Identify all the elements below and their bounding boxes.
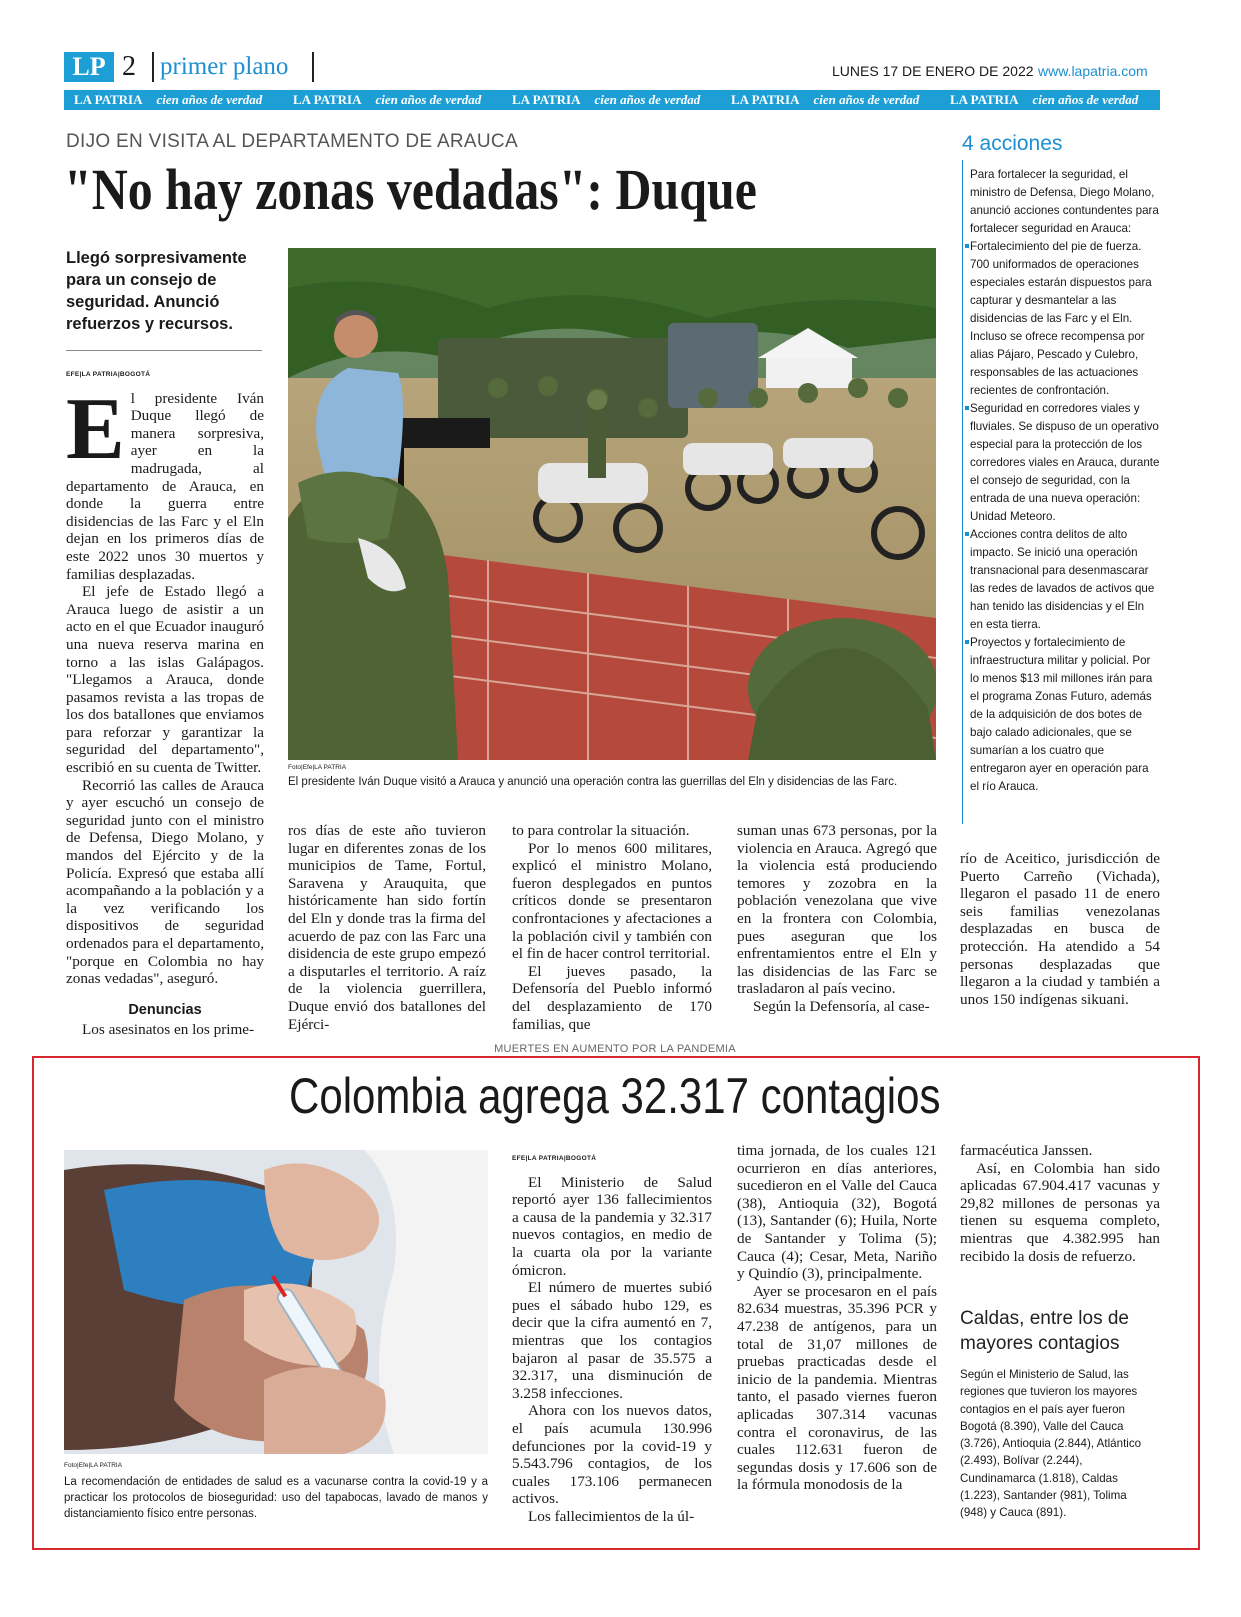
band-item xyxy=(64,92,283,108)
article2-kicker: MUERTES EN AUMENTO POR LA PANDEMIA xyxy=(494,1043,736,1055)
article2-photo-caption: La recomendación de entidades de salud es a vacunarse contra la covid-19 y a practicar los protocolos de bioseguridad: uso del tapabocas, lavado de manos y distanciamiento físico entre personas. xyxy=(64,1476,488,1520)
band-brand: LA PATRIA xyxy=(512,92,581,107)
sidebar-border xyxy=(962,160,963,824)
band-item xyxy=(502,92,721,108)
article2-paragraph: farmacéutica Janssen. xyxy=(960,1142,1093,1159)
article1-photo-credit: Foto|Efe|LA PATRIA xyxy=(288,764,347,771)
header-band xyxy=(64,90,1160,110)
article2-paragraph: Ahora con los nuevos datos, el país acumula 130.996 defunciones por la covid-19 y 5.543.796 contagios, de los cuales 173.106 permanecen activos. xyxy=(512,1402,712,1508)
article1-byline: EFE|LA PATRIA|BOGOTÁ xyxy=(66,371,151,378)
band-motto: cien años de verdad xyxy=(594,92,701,107)
lp-logo: LP xyxy=(64,52,114,82)
article1-paragraph: río de Aceitico, jurisdicción de Puerto Carreño (Vichada), llegaron el pasado 11 de enero seis familias venezolanas desplazadas en busca de protección. Ha atendido a 54 personas desplazadas que llegaron a la ciudad y también a unos 150 indígenas sikuani. xyxy=(960,850,1160,1008)
band-motto: cien años de verdad xyxy=(375,92,482,107)
band-brand: LA PATRIA xyxy=(74,92,143,107)
vaccination-photo xyxy=(64,1150,488,1454)
band-motto: cien años de verdad xyxy=(156,92,263,107)
sidebar-action-item: Acciones contra delitos de alto impacto. Se inició una operación transnacional para desenmascarar las redes de lavados de activos que han tenido las disidencias y el Eln en esta tierra. xyxy=(970,526,1160,634)
article1-paragraph: Los asesinatos en los prime- xyxy=(82,1021,255,1039)
issue-date: LUNES 17 DE ENERO DE 2022 xyxy=(832,63,1034,79)
sidebar-intro: Para fortalecer la seguridad, el ministro de Defensa, Diego Molano, anunció acciones contundentes para fortalecer seguridad en Arauca: xyxy=(970,168,1159,235)
article2-paragraph: Los fallecimientos de la úl- xyxy=(528,1507,695,1525)
section-name: primer plano xyxy=(160,53,289,80)
sidebar-body xyxy=(970,166,1160,796)
article1-paragraph: Según la Defensoría, al case- xyxy=(753,997,930,1015)
article2-column-3 xyxy=(960,1142,1160,1265)
band-brand: LA PATRIA xyxy=(731,92,800,107)
article1-column-5 xyxy=(960,850,1160,1008)
sidebar-action-item: Seguridad en corredores viales y fluviales. Se dispuso de un operativo especial para la protección de los corredores viales en Arauca, durante el consejo de seguridad, con la entrada de una nueva operación: Unidad Meteoro. xyxy=(970,400,1160,526)
article1-paragraph: El jefe de Estado llegó a Arauca luego de asistir a un acto en el que Ecuador inauguró una nueva reserva marina en torno a las islas Galápagos. "Llegamos a Arauca, donde pasamos revista a las tropas de los dos batallones que enviamos para reforzar y garantizar la seguridad del departamento", escribió en su cuenta de Twitter. xyxy=(66,583,264,777)
caldas-box-text: Según el Ministerio de Salud, las regiones que tuvieron los mayores contagios en el país ayer fueron Bogotá (8.390), Valle del Cauca (3.726), Antioquia (2.844), Atlántico (2.493), Bolívar (2.244), Cundinamarca (1.818), Caldas (1.223), Santander (981), Tolima (948) y Cauca (891). xyxy=(960,1368,1142,1520)
sidebar-action-item: Fortalecimiento del pie de fuerza. 700 uniformados de operaciones especiales estarán dispuestos para capturar y desmantelar a las disidencias de las Farc y el Eln. Incluso se ofrece recompensa por alias Pájaro, Pescado y Culebro, responsables de las actuaciones recientes de confrontación. xyxy=(970,238,1160,400)
band-item xyxy=(283,92,502,108)
duque-arauca-photo xyxy=(288,248,936,760)
article1-deck: Llegó sorpresivamente para un consejo de seguridad. Anunció refuerzos y recursos. xyxy=(66,249,247,333)
article1-paragraph: to para controlar la situación. xyxy=(512,822,690,839)
band-brand: LA PATRIA xyxy=(950,92,1019,107)
band-brand: LA PATRIA xyxy=(293,92,362,107)
band-item xyxy=(721,92,940,108)
section-divider-right xyxy=(312,52,314,82)
sidebar-action-item: Proyectos y fortalecimiento de infraestructura militar y policial. Por lo menos $13 mil millones irán para el programa Zonas Futuro, además de la adquisición de dos botes de bajo calado adicionales, que se sumarían a los cuatro que entregaron ayer en operación para el río Arauca. xyxy=(970,634,1160,796)
article2-paragraph: Ayer se procesaron en el país 82.634 muestras, 35.396 PCR y 47.238 de antígenos, para un total de 31,07 millones de pruebas practicadas desde el inicio de la pandemia. Mientras tanto, el pasado viernes fueron aplicadas 307.314 vacunas contra el coronavirus, de las cuales 112.631 fueron de segundas dosis y 17.606 son de la fórmula monodosis de la xyxy=(737,1282,937,1494)
article1-paragraph: Por lo menos 600 militares, explicó el ministro Molano, fueron desplegados en puntos críticos donde se presentaron confrontaciones y afectaciones a la población civil y también con el fin de hacer control territorial. xyxy=(512,839,712,963)
article1-headline: "No hay zonas vedadas": Duque xyxy=(64,157,757,222)
article1-column-2 xyxy=(288,822,486,1033)
section-divider-left xyxy=(152,52,154,82)
article2-paragraph: El Ministerio de Salud reportó ayer 136 fallecimientos a causa de la pandemia y 32.317 nuevos contagios, en medio de la cuarta ola por la variante ómicron. xyxy=(512,1173,712,1279)
article1-paragraph: Recorrió las calles de Arauca y ayer escuchó un consejo de seguridad junto con el ministro de Defensa, Diego Molano, y mandos del Ejército y de la Policía. Expresó que estaba allí acompañando a la población y a la vez verificando los dispositivos de seguridad ordenados para el departamento, "porque en Colombia no hay zonas vedadas", aseguró. xyxy=(66,776,264,988)
article1-column-1 xyxy=(66,366,264,1039)
article2-paragraph: Así, en Colombia han sido aplicadas 67.904.417 vacunas y 29,82 millones de personas ya tienen su esquema completo, mientras que 4.382.995 han recibido la dosis de refuerzo. xyxy=(960,1159,1160,1265)
article2-headline: Colombia agrega 32.317 contagios xyxy=(289,1068,941,1124)
article1-dropcap: E xyxy=(66,380,125,478)
article1-paragraph: El jueves pasado, la Defensoría del Pueblo informó del desplazamiento de 170 familias, que xyxy=(512,962,712,1033)
article1-paragraph: suman unas 673 personas, por la violencia en Arauca. Agregó que la violencia está produciendo temores y zozobra en la población venezolana que vive en la frontera con Colombia, pues aseguran que los enfrentamientos entre el Eln y las disidencias de las Farc se trasladaron al país vecino. xyxy=(737,822,937,998)
band-motto: cien años de verdad xyxy=(1032,92,1139,107)
article2-photo-credit: Foto|Efe|LA PATRIA xyxy=(64,1462,123,1469)
article1-paragraph: l presidente Iván Duque llegó de manera sorpresiva, ayer en la madrugada, al departamento de Arauca, en donde la guerra entre disidencias de las Farc y el Eln dejan en los primeros días de este 2022 unos 30 muertos y familias desplazadas. xyxy=(66,389,264,583)
article1-subhead: Denuncias xyxy=(128,1001,202,1018)
band-motto: cien años de verdad xyxy=(813,92,920,107)
article1-column-3 xyxy=(512,822,712,1033)
article2-paragraph: tima jornada, de los cuales 121 ocurrieron en días anteriores, sucedieron en el Valle del Cauca (38), Antioquia (32), Bogotá (13), Santander (6); Huila, Norte de Santander y Tolima (5); Cauca (4); Cesar, Meta, Nariño y Quindío (3), principalmente. xyxy=(737,1142,937,1283)
article1-paragraph: ros días de este año tuvieron lugar en diferentes zonas de los municipios de Tame, Fortul, Saravena y Arauquita, que históricamente han sido fortín del Eln y donde tras la firma del acuerdo de paz con las Farc una disidencia de este grupo empezó a disputarles el territorio. A raíz de la violencia guerrillera, Duque envió dos batallones del Ejérci- xyxy=(288,822,486,1033)
article2-column-2 xyxy=(737,1142,937,1494)
band-item xyxy=(940,92,1159,108)
article2-column-1 xyxy=(512,1150,712,1525)
website-link[interactable]: www.lapatria.com xyxy=(1038,63,1148,79)
article1-photo-caption: El presidente Iván Duque visitó a Arauca y anunció una operación contra las guerrillas del Eln y disidencias de las Farc. xyxy=(288,776,898,788)
page-number: 2 xyxy=(122,51,136,82)
article2-paragraph: El número de muertes subió pues el sábado hubo 129, es decir que la cifra aumentó en 7, mientras que los contagios bajaron al pasar de 35.575 a 32.317, una disminución de 3.258 infecciones. xyxy=(512,1279,712,1402)
article1-column-4 xyxy=(737,822,937,1016)
caldas-box-title: Caldas, entre los de mayores contagios xyxy=(960,1308,1129,1354)
article1-kicker: DIJO EN VISITA AL DEPARTAMENTO DE ARAUCA xyxy=(66,131,518,152)
deck-rule xyxy=(66,350,262,351)
sidebar-title: 4 acciones xyxy=(962,132,1063,155)
article2-byline: EFE|LA PATRIA|BOGOTÁ xyxy=(512,1155,597,1162)
